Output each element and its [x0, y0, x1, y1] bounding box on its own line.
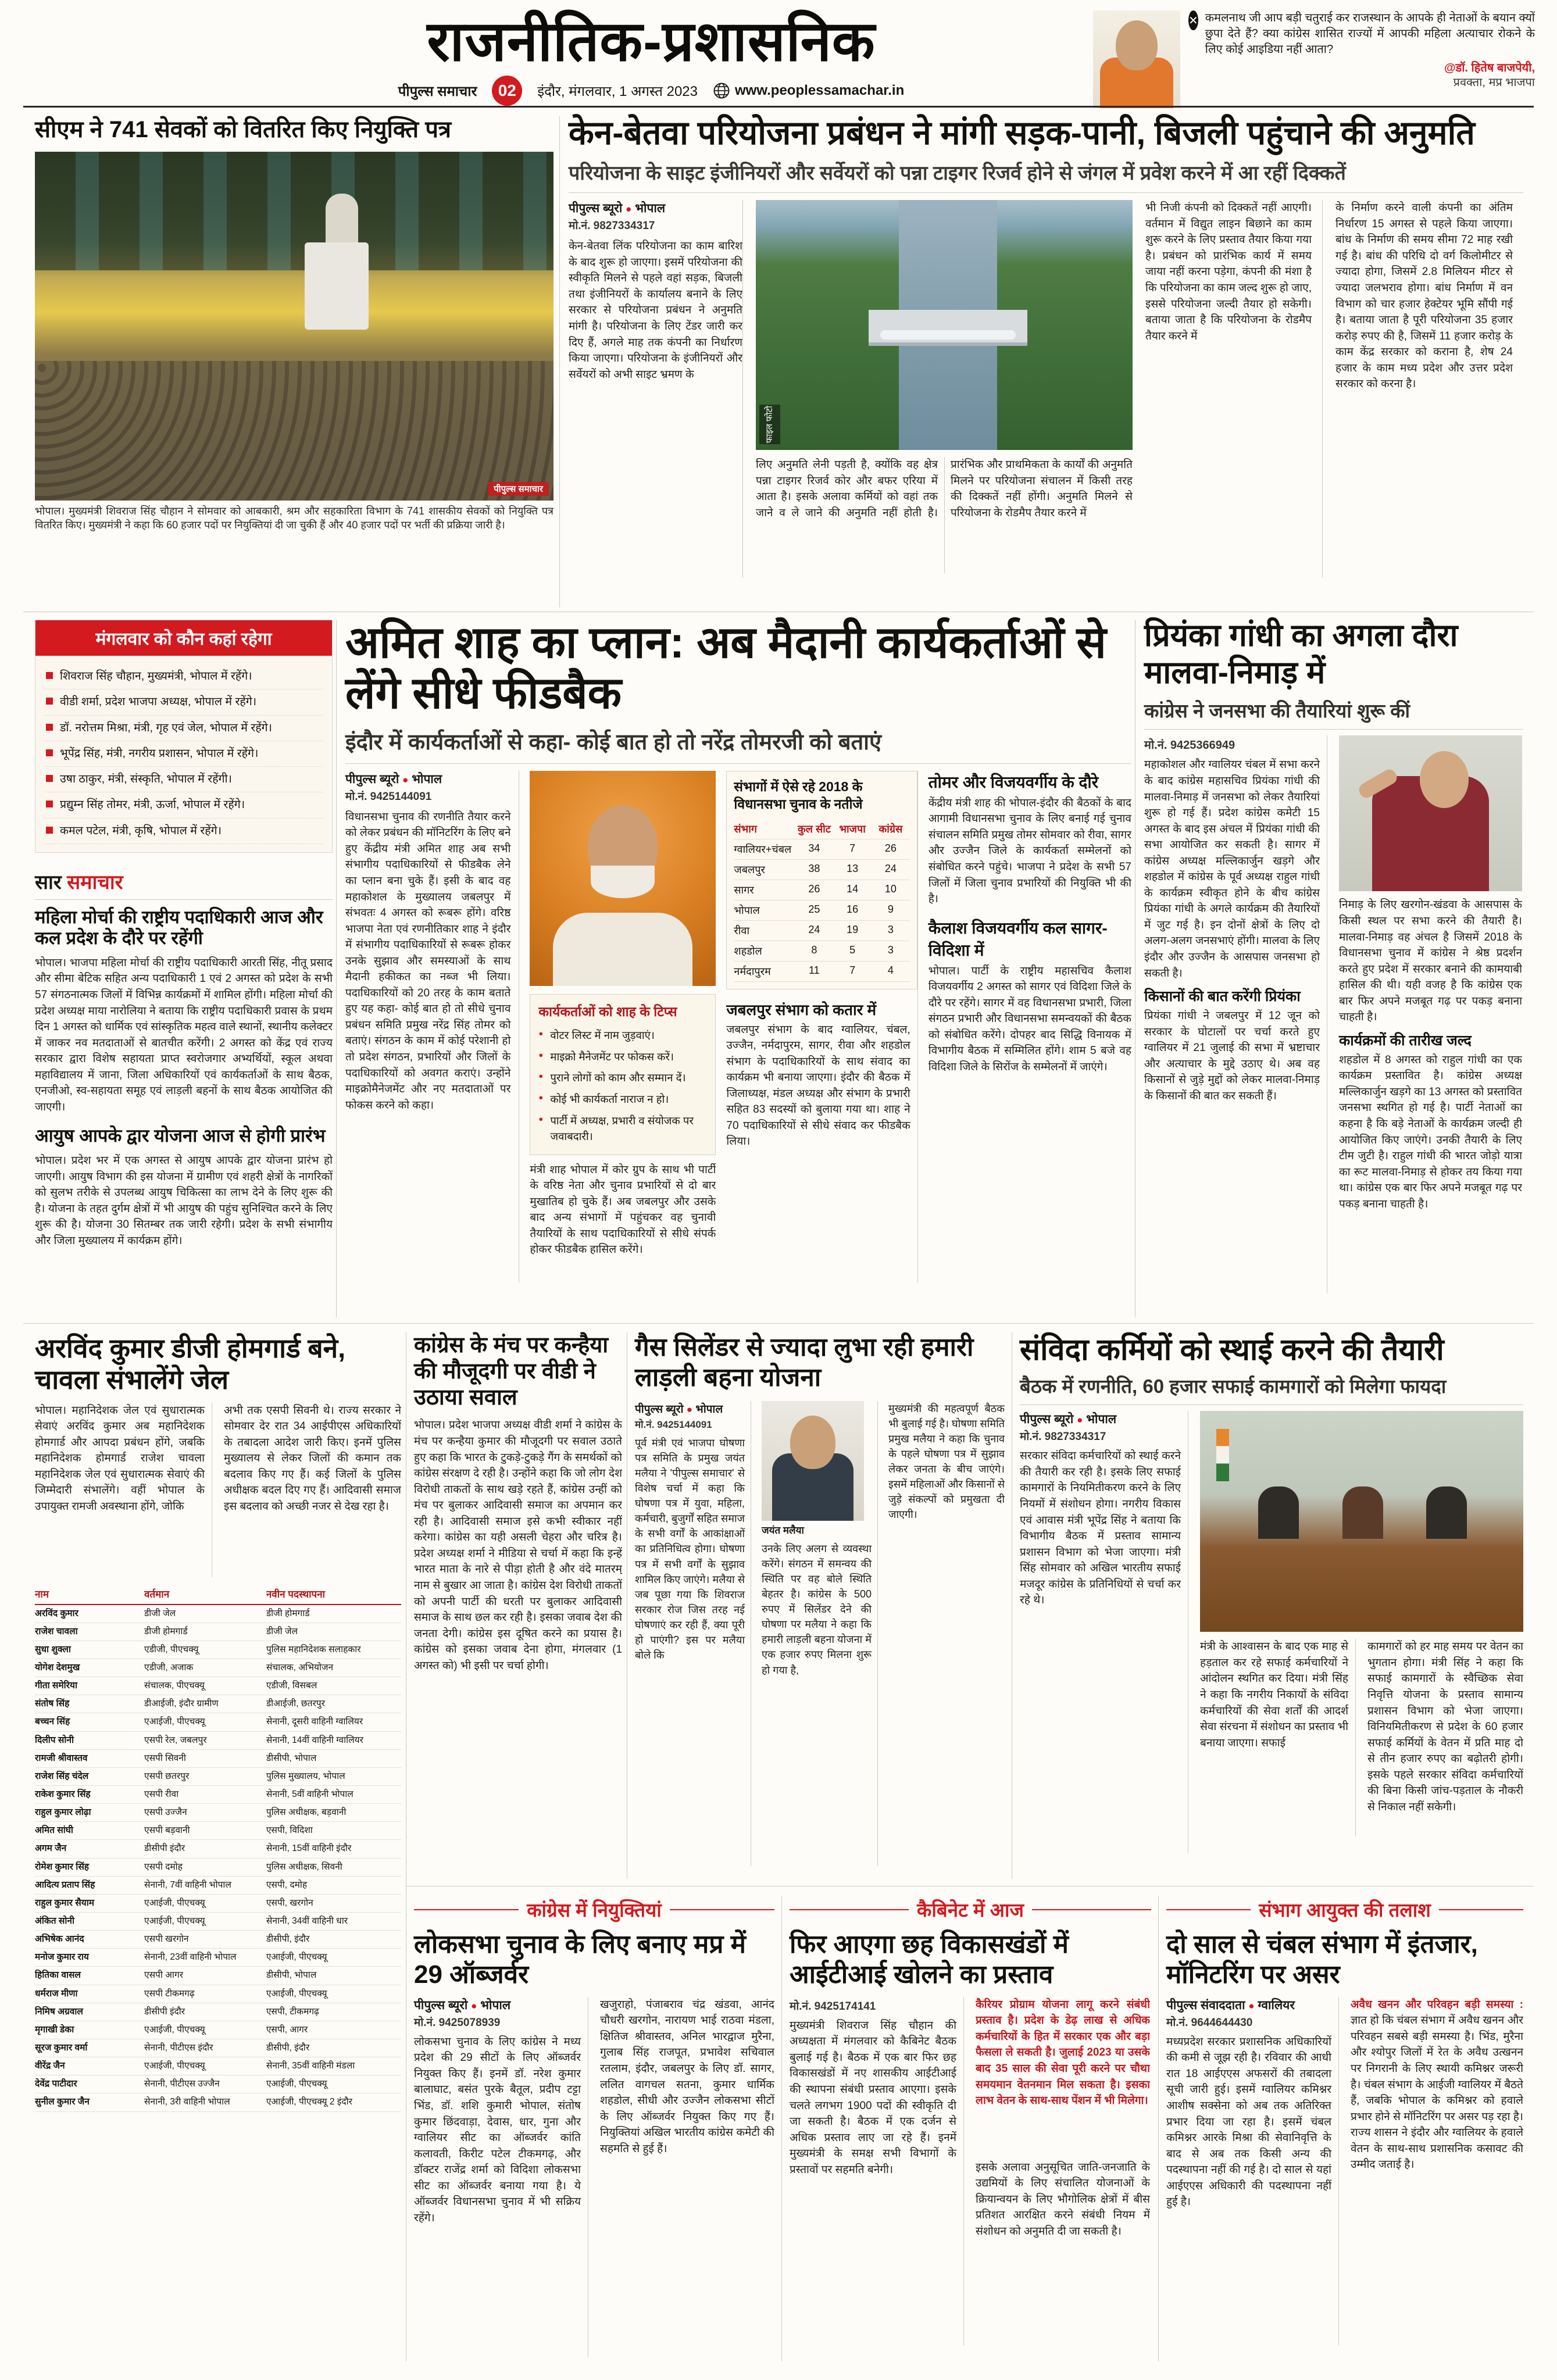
chambal-col1: मध्यप्रदेश सरकार प्रशासनिक अधिकारियों की कमी से जूझ रही है। रविवार की आधी रात 18 आईएएस अफसरों की तबादला सूची जारी हुई। इसमें ग्वालियर कमिश्नर आशीष सक्सेना को अब तक अतिरिक्त प्रभार दिया जा रहा है। इसमें चंबल कमिश्नर आरके मिश्रा की सेवानिवृत्ति के बाद से अब तक किसी अन्य की पदस्थापना नहीं की गई है। दो साल से यहां आईएएस अधिकारी की पदस्थापना नहीं हुई है। [1166, 2035, 1331, 2209]
dam-photo-caption: फाइल फोटो [759, 405, 780, 444]
table-row: धर्मराज मीणा एसपी टीकमगढ़ एआईजी, पीएचक्यू [35, 1985, 401, 2003]
priyanka-headline: प्रियंका गांधी का अगला दौरा मालवा-निमाड़ में [1144, 618, 1458, 690]
ken-byline: पीपुल्स ब्यूरो ● भोपाल [569, 202, 666, 216]
table-row: रामजी श्रीवास्तव एसपी सिवनी डीसीपी, भोपाल [35, 1750, 401, 1768]
cm-photo-caption: भोपाल। मुख्यमंत्री शिवराज सिंह चौहान ने सोमवार को आबकारी, श्रम और सहकारिता विभाग के 741 शासकीय सेवकों को नियुक्ति पत्र वितरित किए। मुख्यमंत्री ने कहा कि 60 हजार पदों पर नियुक्तियां दी जा चुकी हैं और 40 हजार पदों पर भर्ती की प्रक्रिया जारी है। [35, 505, 553, 531]
photo-shape [1342, 1486, 1383, 1539]
malaiya-caption: जयंत मलैया [762, 1524, 804, 1536]
table-row: रीवा 24 19 3 [734, 921, 909, 941]
kailash-body: भोपाल। पार्टी के राष्ट्रीय महासचिव कैलाश विजयवर्गीय 2 अगस्त को सागर एवं विदिशा जिले के दौरे पर रहेंगे। सागर में वह विधानसभा प्रभारी, जिला संगठन प्रभारी और विधानसभा समन्वयकों की बैठक को संबोधित करेंगे। दोपहर बाद सिद्धि विनायक में विभागीय बैठक में सम्मिलित होंगे। शाम 5 बजे वह विदिशा जिले के सिरोंज के सम्मेलनों में जाएंगे। [928, 964, 1131, 1073]
quote-author-role: प्रवक्ता, मप्र भाजपा [1453, 76, 1535, 89]
table-row: राहुल कुमार सैयाम एआईजी, पीएचक्यू एसपी, खरगोन [35, 1895, 401, 1913]
photo-shape [1216, 1429, 1229, 1481]
samvida-phone: मो.नं. 9827334317 [1020, 1431, 1106, 1443]
schedule-item: प्रद्युम्न सिंह तोमर, मंत्री, ऊर्जा, भोपाल में रहेंगे। [45, 792, 323, 818]
table-row: शहडोल 8 5 3 [734, 941, 909, 962]
chambal-headline: दो साल से चंबल संभाग में इंतजार, मॉनिटरिंग पर असर [1166, 1930, 1478, 1989]
col-header: संभाग [734, 823, 758, 835]
table-row: देवेंद्र पाटीदार सेनानी, पीटीएस उज्जैन एआईजी, पीएचक्यू [35, 2075, 401, 2093]
schedule-item: उषा ठाकुर, मंत्री, संस्कृति, भोपाल में रहेंगी। [45, 767, 323, 792]
officials-rows [35, 1605, 401, 2112]
divider [23, 1323, 1534, 1324]
priyanka-body2: निमाड़ के लिए खरगोन-खंडवा के आसपास के किसी स्थल पर सभा करने की तैयारी है। मालवा-निमाड़ वह अंचल है जिसमें 2018 के विधानसभा चुनाव में कांग्रेस ने श्रेष्ठ प्रदर्शन करते हुए प्रदेश में सरकार बनाने की कामयाबी हासिल की थी। यही वजह है कि कांग्रेस एक बार फिर अपने मजबूत गढ़ पर पकड़ बनाना चाहती है। [1339, 899, 1522, 1024]
results-rows [734, 839, 909, 982]
photo-watermark: पीपुल्स समाचार [488, 482, 549, 496]
header-divider [23, 106, 1534, 108]
dam-photo [756, 200, 1133, 450]
tomar-body: केंद्रीय मंत्री शाह की भोपाल-इंदौर की बैठकों के बाद आगामी विधानसभा चुनाव के लिए बनाई गई चुनाव संचालन समिति प्रमुख तोमर सोमवार को रीवा, सागर और उज्जैन जिले के कार्यकर्ता सम्मेलनों को संबोधित करने पहुंचे। भाजपा ने प्रदेश के सभी 57 जिलों में जिला चुनाव प्रभारियों की नियुक्ति भी की है। [928, 796, 1131, 906]
kisan-subhead: किसानों की बात करेंगी प्रियंका [1144, 988, 1301, 1005]
paper-name: पीपुल्स समाचार [398, 83, 477, 99]
photo-shape [35, 361, 553, 501]
table-row: आदित्य प्रताप सिंह सेनानी, 7वीं वाहिनी भोपाल एसपी, दमोह [35, 1877, 401, 1895]
ladli-phone: मो.नं. 9425144091 [635, 1418, 712, 1430]
cabinet-kicker: कैबिनेट में आज [790, 1896, 1151, 1922]
col-header: भाजपा [839, 823, 866, 835]
table-row: राकेश कुमार सिंह एसपी रीवा सेनानी, 5वीं वाहिनी भोपाल [35, 1786, 401, 1804]
table-row: सूरज कुमार वर्मा सेनानी, पीटीएस इंदौर डीसीपी, इंदौर [35, 2039, 401, 2057]
officials-table [35, 1585, 401, 2112]
ladli-byline: पीपुल्स ब्यूरो ● भोपाल [635, 1403, 723, 1416]
divider [336, 620, 337, 1317]
photo-shape [1426, 1486, 1467, 1539]
schedule-item: कमल पटेल, मंत्री, कृषि, भोपाल में रहेंगे। [45, 819, 323, 844]
photo-shape [35, 152, 553, 270]
results-box [726, 771, 917, 989]
ken-subhead: परियोजना के साइट इंजीनियरों और सर्वेयरों को पन्ना टाइगर रिजर्व होने से जंगल में प्रवेश करने में आ रहीं दिक्कतें [569, 162, 1346, 185]
ladli-col3: मुख्यमंत्री की महत्वपूर्ण बैठक भी बुलाई गई है। घोषणा समिति प्रमुख मलैया ने कहा कि चुनाव के पहले घोषणा पत्र में सुझाव लेकर जनता के बीच जाएंगे। इसमें महिलाओं और किसानों से जुड़े संकल्पों को प्रमुखता दी जाएगी। [888, 1402, 1005, 1521]
chambal-col2-text: ज्ञात हो कि चंबल संभाग में अवैध खनन और परिवहन सबसे बड़ी समस्या है। भिंड, मुरैना और श्योपुर जिलों में रेत के अवैध उत्खनन पर निगरानी के लिए स्थायी कमिश्नर जरूरी है। चंबल संभाग के आईजी ग्वालियर में बैठते हैं, जबकि भोपाल के कमिश्नर को हवाले प्रभार होने से मॉनिटरिंग पर असर पड़ रहा है। राज्य शासन ने इंदौर और ग्वालियर के हवाले वेतन के साथ-साथ प्रशासनिक कसावट की उम्मीद जताई है। [1351, 2014, 1523, 2171]
shah-tips-box [530, 994, 716, 1155]
dateline: इंदौर, मंगलवार, 1 अगस्त 2023 [537, 83, 698, 99]
ken-col5: के निर्माण करने वाली कंपनी का अंतिम निर्धारण 15 अगस्त से पहले किया जाएगा। बांध के निर्माण की समय सीमा 72 माह रखी गई है। बांध की परिधि दो वर्ग किलोमीटर से ज्यादा होगा, जिसमें 2.8 मिलियन मीटर से ज्यादा जलभराव होगा। बांध निर्माण में वन विभाग को चार हजार हेक्टेयर भूमि सौंपी गई है। बताया जाता है पूरी परियोजना 35 हजार करोड़ रुपए की है, जिसमें 11 हजार करोड़ के काम केंद्र सरकार को कराना है, शेष 24 हजार के काम मध्य प्रदेश और उत्तर प्रदेश सरकार को करना है। [1335, 202, 1513, 391]
schedule-title: मंगलवार को कौन कहां रहेगा [35, 620, 332, 656]
divider [569, 192, 1523, 193]
table-row: संतोष सिंह डीआईजी, इंदौर ग्रामीण डीआईजी, छतरपुर [35, 1695, 401, 1713]
table-row: योगेश देशमुख एडीजी, अजाक संचालक, अभियोजन [35, 1659, 401, 1677]
divider [1144, 729, 1523, 730]
photo-shape [790, 1416, 835, 1469]
section-title: राजनीतिक-प्रशासनिक [427, 10, 876, 73]
chambal-phone: मो.नं. 9644644430 [1166, 2016, 1253, 2029]
ladli-col2: उनके लिए अलग से व्यवस्था करेंगे। संगठन में समन्वय की स्थिति पर वह बोले स्थिति बेहतर है। कांग्रेस के 500 रुपए में सिलेंडर देने की घोषणा पर मलैया ने कहा कि हमारी लाड़ली बहना योजना में एक हजार रुपए मिलना शुरू हो गया है, [762, 1542, 872, 1676]
divider [1158, 1896, 1159, 2361]
divider [781, 1896, 782, 2361]
ken-betwa-story [569, 114, 1523, 607]
observers-story [414, 1896, 774, 2361]
table-row: अभिषेक आनंद एसपी खरगोन डीसीपी, इंदौर [35, 1931, 401, 1949]
table-row: अमित सांघी एसपी बड़वानी एसपी, विदिशा [35, 1822, 401, 1840]
ken-col-mid: लिए अनुमति लेनी पड़ती है, क्योंकि वह क्षेत्र पन्ना टाइगर रिजर्व कोर और बफर एरिया में आता है। इसके अलावा कर्मियों को वहां तक जाने व ले जाने की अनुमति नहीं होती है। प्रारंभिक और प्राथमिकता के कार्यों की अनुमति मिलने पर परियोजना संचालन में किसी तरह की दिक्कतें नहीं होंगी। अनुमति मिलने से परियोजना के रोडमैप तैयार करने में [756, 459, 1133, 519]
officials-header-row: नाम वर्तमान नवीन पदस्थापना [35, 1585, 401, 1605]
table-row: भोपाल 25 16 9 [734, 900, 909, 921]
samvida-story [1020, 1332, 1523, 1879]
schedule-box [35, 620, 333, 853]
tarikh-subhead: कार्यक्रमों की तारीख जल्द [1339, 1032, 1472, 1049]
priyanka-body1: महाकोशल और ग्वालियर चंबल में सभा करने के बाद कांग्रेस महासचिव प्रियंका गांधी की मालवा-निमाड़ में जनसभा को लेकर तैयारियां शुरू हो गई हैं। प्रदेश कांग्रेस कमेटी 15 अगस्त के बाद इस अंचल में प्रियंका गांधी की सभा आयोजित कर सकती है। सागर में कांग्रेस अध्यक्ष मल्लिकार्जुन खड़गे और शहडोल में कांग्रेस के पूर्व अध्यक्ष राहुल गांधी के कार्यक्रम स्वीकृत होने के बीच कांग्रेस प्रियंका गांधी के अगले कार्यक्रम की तैयारियों में जुट गई है। इन दोनों क्षेत्रों के लिए दो अलग-अलग जनसभाएं होंगी। मालवा के लिए इंदौर और उज्जैन के आसपास जनसभा हो सकती है। [1144, 759, 1320, 980]
photo-shape [591, 866, 655, 898]
photo-shape [880, 330, 1016, 340]
table-row: निमिष अग्रवाल डीसीपी इंदौर एसपी, टीकमगढ़ [35, 2003, 401, 2021]
col-header: कुल सीट [797, 823, 831, 835]
homeguard-body1: भोपाल। महानिदेशक जेल एवं सुधारात्मक सेवाएं अरविंद कुमार अब महानिदेशक होमगार्ड और आपदा प्रबंधन होंगे, जबकि महानिदेशक होमगार्ड राजेश चावला महानिदेशक जेल एवं सुधारात्मक सेवाएं की जिम्मेदारी संभालेंगे। वहीं भोपाल के उपायुक्त रामजी अवस्थाना होंगे, जोकि [35, 1403, 212, 1577]
saar-story1-body: भोपाल। भाजपा महिला मोर्चा की राष्ट्रीय पदाधिकारी आरती सिंह, नीतू प्रसाद और सीमा बेटिक सहित अन्य पदाधिकारी 1 एवं 2 अगस्त को प्रदेश के सभी 57 संगठनात्मक जिलों में विभिन्न कार्यक्रमों में शामिल होंगी। महिला मोर्चा की प्रदेश अध्यक्ष माया नारोलिया ने बताया कि राष्ट्रीय पदाधिकारी प्रवास के प्रथम दिन 1 अगस्त को धार्मिक एवं सांस्कृतिक महत्व वाले स्थानों, स्थानीय कलेक्टर में जाकर नव मतदाताओं से बातचीत करेंगी। 2 अगस्त को केंद्र एवं राज्य सरकार द्वारा विशेष सहायता प्राप्त स्वरोजगार अभ्यर्थियों, स्कूल अथवा महाविद्यालय में जाना, जिला अधिकारियों एवं कार्यकर्ताओं के साथ बैठक, एनजीओ, स्व-सहायता समूह एवं लाड़ली बहनों के साथ बैठक आयोजित की जाएगी। [35, 956, 333, 1113]
jabalpur-body: जबलपुर संभाग के बाद ग्वालियर, चंबल, उज्जैन, नर्मदापुरम, सागर, रीवा और शहडोल संभाग के पदाधिकारियों के साथ संवाद का कार्यक्रम भी बनाया जाएगा। इंदौर की बैठक में जिलाध्यक्ष, मंडल अध्यक्ष और संभाग के प्रभारी सहित 83 सदस्यों को बुलाया गया था। शाह ने 70 पदाधिकारियों से सीधे संवाद कर फीडबैक लिया। [726, 1023, 910, 1148]
observers-col2: खजुराहो, पंजाबराव चंद्र खंडवा, आनंद चौधरी खरगोन, नारायण भाई राठवा मंडला, क्षितिज श्रीवास्तव, अनिल भारद्वाज मुरैना, गुलाब सिंह राजपूत, प्रभावेश सचिवाल रतलाम, इंदौर, जबलपुर के लिए डॉ. सागर, ललित वागचल सतना, कुमार धार्मिक शहडोल, सीधी और उज्जैन लोकसभा सीटों के लिए ऑब्जर्वर नियुक्त किए गए हैं। नियुक्तियां अखिल भारतीय कांग्रेस कमेटी की सहमति से हुई हैं। [600, 1998, 774, 2155]
tip-item: ● कोई भी कार्यकर्ता नाराज न हो। [538, 1089, 707, 1110]
results-header-row [734, 819, 909, 839]
website-url[interactable]: www.peoplessamachar.in [735, 83, 905, 98]
table-row: सुधा शुक्ला एडीजी, पीएचक्यू पुलिस महानिदेशक सलाहकार [35, 1641, 401, 1659]
shah-subhead: इंदौर में कार्यकर्ताओं से कहा- कोई बात हो तो नरेंद्र तोमरजी को बताएं [345, 730, 882, 755]
cm-headline: सीएम ने 741 सेवकों को वितरित किए नियुक्ति पत्र [35, 117, 452, 142]
table-row: अगम जैन डीसीपी इंदौर सेनानी, 15वीं वाहिनी इंदौर [35, 1840, 401, 1858]
tip-item: ● पार्टी में अध्यक्ष, प्रभारी व संयोजक पर जवाबदारी। [538, 1110, 707, 1148]
results-title: संभागों में ऐसे रहे 2018 के विधानसभा चुनाव के नतीजे [734, 778, 863, 812]
kisan-body: प्रियंका गांधी ने जबलपुर में 12 जून को सरकार के घोटालों पर चर्चा करते हुए ग्वालियर में 21 जुलाई की सभा में भ्रष्टाचार और अत्याचार के मुद्दे उठाए थे। अब वह किसानों से जुड़े मुद्दों को लेकर मालवा-निमाड़ के किसानों की बात कर सकती हैं। [1144, 1010, 1320, 1102]
samvida-byline: पीपुल्स ब्यूरो ● भोपाल [1020, 1413, 1117, 1427]
homeguard-headline: अरविंद कुमार डीजी होमगार्ड बने, चावला संभालेंगे जेल [35, 1333, 345, 1395]
quote-box [1093, 10, 1535, 108]
col-header: कांग्रेस [879, 823, 903, 835]
cm-story [35, 116, 553, 607]
cm-event-photo [35, 152, 553, 501]
ken-col1: केन-बेतवा लिंक परियोजना का काम बारिश के बाद शुरू हो जाएगा। इसमें परियोजना की स्वीकृति मिलने से पहले वहां सड़क, बिजली तथा इंजीनियरों के कार्यालय बनाने के लिए सरकार से परियोजना प्रबंधन ने अनुमति मांगी है। परियोजना के लिए टेंडर जारी कर दिए हैं, अगले माह तक कंपनी का निर्धारण किया जाएगा। परियोजना के इंजीनियरों और सर्वेयरों को अभी साइट भ्रमण के [569, 240, 742, 381]
priyanka-photo [1339, 735, 1522, 891]
samvida-subhead: बैठक में रणनीति, 60 हजार सफाई कामगारों को मिलेगा फायदा [1020, 1375, 1447, 1398]
jabalpur-subhead: जबलपुर संभाग को कतार में [726, 1000, 877, 1019]
table-row: हितिका वासल एसपी आगर डीसीपी, भोपाल [35, 1967, 401, 1985]
chambal-col2 [1351, 1997, 1523, 2346]
cabinet-story [790, 1896, 1151, 2361]
photo-shape [1116, 20, 1158, 70]
shah-tips-list [538, 1025, 707, 1148]
cabinet-highlight: कैरियर प्रोग्राम योजना लागू करने संबंधी प्रस्ताव है। प्रदेश के डेढ़ लाख से अधिक कर्मचारियों के हित में सरकार एक और बड़ा फैसला ले सकती है। जुलाई 2023 या उसके बाद 35 साल की सेवा पूरी करने पर चौथा समयमान वेतनमान मिल सकता है। इसका लाभ वेतन के साथ-साथ पेंशन में भी मिलेगा। [976, 1998, 1150, 2107]
samvida-col1: सरकार संविदा कर्मचारियों को स्थाई करने की तैयारी कर रही है। इसके लिए सफाई कामगारों के नियमितीकरण करने के लिए नियमों में संशोधन होगा। नगरीय विकास एवं आवास मंत्री भूपेंद्र सिंह ने बताया कि विभागीय बैठक में प्रस्ताव सामान्य प्रशासन विभाग को भेजा जाएगा। मंत्री सिंह सोमवार को अखिल भारतीय सफाई मजदूर कांग्रेस के प्रतिनिधियों से चर्चा कर रहे थे। [1020, 1450, 1181, 1607]
ladli-headline: गैस सिलेंडर से ज्यादा लुभा रही हमारी लाड़ली बहना योजना [635, 1333, 974, 1392]
info-bar [198, 76, 1105, 106]
table-row: बच्चन सिंह एआईजी, पीएचक्यू सेनानी, दूसरी वाहिनी ग्वालियर [35, 1713, 401, 1731]
ken-headline: केन-बेतवा परियोजना प्रबंधन ने मांगी सड़क-पानी, बिजली पहुंचाने की अनुमति [569, 115, 1475, 152]
table-row: मनोज कुमार राय सेनानी, 23वीं वाहिनी भोपाल एआईजी, पीएचक्यू [35, 1949, 401, 1967]
ladli-story [635, 1332, 1007, 1879]
observers-col1: लोकसभा चुनाव के लिए कांग्रेस ने मध्य प्रदेश की 29 सीटों के लिए ऑब्जर्वर नियुक्त किए हैं। इनमें डॉ. नरेश कुमार बालाघाट, बसंत पुरके बैतूल, प्रदीप टट्टा भिंड, डॉ. शशि कुमारी भोपाल, संतोष कुमार छिंदवाड़ा, देवास, धार, गुना और ग्वालियर सीट का ऑब्जर्वर कांति कलावती, किरीट पटेल टीकमगढ़, और डॉक्टर राजेंद्र शर्मा को विदिशा लोकसभा सीट का ऑब्जर्वर बनाया गया है। ये ऑब्जर्वर विधानसभा चुनाव में भी सक्रिय रहेंगे। [414, 2035, 581, 2224]
schedule-item: भूपेंद्र सिंह, मंत्री, नगरीय प्रशासन, भोपाल में रहेंगे। [45, 741, 323, 767]
cabinet-headline: फिर आएगा छह विकासखंडों में आईटीआई खोलने का प्रस्ताव [790, 1930, 1069, 1989]
kanhaiya-headline: कांग्रेस के मंच पर कन्हैया की मौजूदगी पर वीडी ने उठाया सवाल [414, 1333, 609, 1410]
divider [345, 763, 1131, 764]
saar-story1-headline: महिला मोर्चा की राष्ट्रीय पदाधिकारी आज और कल प्रदेश के दौरे पर रहेंगी [35, 906, 323, 949]
table-row: ग्वालियर+चंबल 34 7 26 [734, 839, 909, 860]
observers-headline: लोकसभा चुनाव के लिए बनाए मप्र में 29 ऑब्जर्वर [414, 1930, 746, 1989]
table-row: अंकित सोनी एआईजी, पीएचक्यू सेनानी, 34वीं वाहिनी धार [35, 1913, 401, 1931]
tip-item: ● माइक्रो मैनेजमेंट पर फोकस करें। [538, 1046, 707, 1068]
samvida-col3: कामगारों को हर माह समय पर वेतन का भुगतान होगा। मंत्री सिंह ने कहा कि सफाई कामगारों के स्वैच्छिक सेवा निवृत्ति योजना के प्रस्ताव सामान्य प्रशासन विभाग को भेजा जाएगा। विनियमितीकरण से प्रदेश के 60 हजार सफाई कर्मियों के वेतन में प्रति माह दो से तीन हजार रुपए का बढ़ोतरी होगी। इसके पहले सरकार संविदा कर्मचारियों की बिना किसी जांच-पड़ताल के नौकरी से निकाल नहीं सकेगी। [1367, 1641, 1523, 1813]
quote-text: कमलनाथ जी आप बड़ी चतुराई कर राजस्थान के आपके ही नेताओं के बयान क्यों छुपा देते हैं? क्या कांग्रेस शासित राज्यों में आपकी महिला अत्याचार रोकने के लिए कोई आइडिया नहीं आता? [1205, 12, 1535, 56]
observers-kicker: कांग्रेस में नियुक्तियां [414, 1896, 774, 1922]
shah-story [345, 617, 1131, 1317]
photo-shape [1420, 751, 1469, 808]
tip-item: ● पुराने लोगों को काम और सम्मान दें। [538, 1067, 707, 1089]
x-social-icon: ✕ [1188, 10, 1198, 30]
saar-story2-headline: आयुष आपके द्वार योजना आज से होगी प्रारंभ [35, 1125, 326, 1146]
table-row: मृगाखी डेका एआईजी, पीएचक्यू एसपी, आगर [35, 2021, 401, 2039]
schedule-item: शिवराज सिंह चौहान, मुख्यमंत्री, भोपाल में रहेंगे। [45, 664, 323, 689]
priyanka-phone: मो.नं. 9425366949 [1144, 739, 1235, 752]
table-row: जबलपुर 38 13 24 [734, 860, 909, 880]
kanhaiya-body: भोपाल। प्रदेश भाजपा अध्यक्ष वीडी शर्मा ने कांग्रेस के मंच पर कन्हैया कुमार की मौजूदगी पर सवाल उठाते हुए कहा कि भारत के टुकड़े-टुकड़े गैंग के समर्थकों को कांग्रेस संरक्षण दे रही है। उन्होंने कहा कि जो लोग देश विरोधी ताकतों के साथ खड़े रहते हैं, कांग्रेस उन्हीं को मंच पर बुलाकर आदिवासी समाज का अपमान कर रही है। आदिवासी समाज इसे कभी स्वीकार नहीं करेगा। कांग्रेस का यही असली चेहरा और चरित्र है। प्रदेश अध्यक्ष शर्मा ने मीडिया से चर्चा में कहा कि इन्हें भारत माता के नारे से पीड़ा होती है और वंदे मातरम् नाम से बुखार आ जाता है। कांग्रेस देश विरोधी ताकतों को अपनी पार्टी की धरती पर बुलाकर आदिवासी समाज के साथ छल कर रही है। इसका जवाब देश की जनता देगी। कांग्रेस इस दूषित करने का प्रयास है। कांग्रेस को इसका जवाब देना होगा, मंगलवार (1 अगस्त को) भी इसी पर चर्चा होगी। [414, 1419, 622, 1672]
shah-byline: पीपुल्स ब्यूरो ● भोपाल [345, 772, 442, 786]
divider [559, 116, 560, 607]
schedule-item: वीडी शर्मा, प्रदेश भाजपा अध्यक्ष, भोपाल में रहेंगे। [45, 689, 323, 715]
schedule-list [35, 656, 332, 852]
cabinet-col2: इसके अलावा अनुसूचित जाति-जनजाति के उद्यमियों के लिए संचालित योजनाओं के क्रियान्वयन के लिए भौगोलिक क्षेत्रों में बीस प्रतिशत आरक्षित करने संबंधी नियम में संशोधन को अनुमति दी जा सकती है। [976, 2161, 1150, 2238]
homeguard-story [35, 1332, 401, 2361]
shah-col1: विधानसभा चुनाव की रणनीति तैयार करने को लेकर प्रबंधन की मॉनिटरिंग के लिए बने हुए केंद्रीय मंत्री अमित शाह अब सभी संभागीय पदाधिकारियों से फीडबैक लेने का प्लान बना चुके हैं। इसी के बाद वह महाकोशल के मुख्यालय जबलपुर में संभवतः 4 अगस्त को रूबरू होंगे। वरिष्ठ भाजपा नेता एवं रणनीतिकार शाह ने इंदौर में संभागीय पदाधिकारियों से रूबरू होकर उनके सुझाव और समस्याओं के साथ मैदानी हकीकत का नब्ज भी लिया। पदाधिकारियों को 20 तरह के काम बताते हुए यह कहा- कोई बात हो तो सीधे चुनाव प्रबंधन समिति प्रमुख नरेंद्र सिंह तोमर को बताएं। संगठन के काम में कोई परेशानी हो तो प्रदेश संगठन, प्रभारियों और जिलों के पदाधिकारियों को अवगत कराएं। उन्होंने माइक्रोमैनेजमेंट और नए मतदाताओं पर फोकस करने को कहा। [345, 810, 511, 1112]
schedule-item: डॉ. नरोत्तम मिश्रा, मंत्री, गृह एवं जेल, भोपाल में रहेंगे। [45, 716, 323, 741]
homeguard-body2: अभी तक एसपी सिवनी थे। राज्य सरकार ने सोमवार देर रात 34 आईपीएस अधिकारियों के तबादला आदेश जारी किए। इनमें पुलिस मुख्यालय से लेकर जिलों की कमान तक बदलाव किए गए हैं। कई जिलों के पुलिस अधीक्षक बदल दिए गए हैं। आदिवासी समाज इस बदलाव को अच्छी नजर से देख रहा है। [224, 1404, 401, 1513]
quote-author-photo [1093, 10, 1180, 108]
results-table [734, 819, 909, 982]
table-row: वीरेंद्र जैन एआईजी, पीएचक्यू सेनानी, 35वीं वाहिनी मंडला [35, 2057, 401, 2075]
globe-icon [713, 82, 730, 99]
photo-shape [305, 242, 369, 330]
samvida-col2: मंत्री के आश्वासन के बाद एक माह से हड़ताल कर रहे सफाई कर्मचारियों ने आंदोलन स्थगित कर दिया। मंत्री सिंह ने कहा कि नगरीय निकायों के संविदा कर्मचारियों की सेवा शर्तों की आदर्श सेवा संरचना में संशोधन का प्रस्ताव भी बनाया जाएगा। सफाई [1200, 1639, 1356, 1836]
cabinet-col1: मुख्यमंत्री शिवराज सिंह चौहान की अध्यक्षता में मंगलवार को कैबिनेट बैठक बुलाई गई है। बैठक में एक बार फिर छह विकासखंडों में नए शासकीय आईटीआई की स्थापना संबंधी प्रस्ताव आएगा। इसके चलते लगभग 1900 पदों की स्वीकृति दी जा सकती है। बैठक में एक दर्जन से अधिक प्रस्ताव लाए जा रहे हैं। इनमें मुख्यमंत्री के समक्ष सभी विभागों के प्रस्तावों पर सहमति बनेगी। [790, 2019, 956, 2176]
amit-shah-photo [530, 771, 716, 986]
shah-phone: मो.नं. 9425144091 [345, 790, 432, 803]
priyanka-story [1144, 617, 1523, 1317]
table-row: रोमेश कुमार सिंह एसपी दमोह पुलिस अधीक्षक, सिवनी [35, 1859, 401, 1877]
meeting-photo [1200, 1411, 1523, 1632]
tarikh-body: शहडोल में 8 अगस्त को राहुल गांधी का एक कार्यक्रम प्रस्तावित है। कांग्रेस अध्यक्ष मल्लिकार्जुन खड़गे का 13 अगस्त को प्रस्तावित जनसभा स्थगित हो गई है। पार्टी नेताओं का कहना है कि बड़े नेताओं के कार्यक्रम जल्दी ही आयोजित किए जाएंगे। उनकी तैयारी के लिए टीम जुटी है। राहुल गांधी की भारत जोड़ो यात्रा का रूट मालवा-निमाड़ से होकर तय किया गया था। कांग्रेस एक बार फिर अपने मजबूत गढ़ पर पकड़ बनाना चाहती है। [1339, 1053, 1522, 1210]
samvida-headline: संविदा कर्मियों को स्थाई करने की तैयारी [1020, 1333, 1444, 1367]
table-row: राजेश चावला डीजी होमगार्ड डीजी जेल [35, 1623, 401, 1641]
ken-col4: भी निजी कंपनी को दिक्कतें नहीं आएगी। वर्तमान में विद्युत लाइन बिछाने का काम शुरू करने के लिए प्रस्ताव तैयार किया गया है। प्रबंधन को प्रारंभिक कार्य में समय जाया नहीं करना पड़ेगा, कंपनी की मंशा है कि परियोजना का काम जल्द शुरू हो जाए, इससे परियोजना जल्दी तैयार हो सकेगी। बताया जाता है कि परियोजना के रोडमैप तैयार करने में [1145, 202, 1312, 342]
photo-shape [553, 913, 692, 986]
chambal-col2-lead: अवैध खनन और परिवहन बड़ी समस्या : [1351, 1998, 1523, 2011]
table-row: गीता समेरिया संचालक, पीएचक्यू एडीजी, विसबल [35, 1677, 401, 1695]
ken-phone: मो.नं. 9827334317 [569, 220, 655, 233]
chambal-story [1166, 1896, 1523, 2361]
tomar-headline: तोमर और विजयवर्गीय के दौरे [928, 773, 1099, 791]
observers-phone: मो.नं. 9425078939 [414, 2016, 501, 2029]
jayant-malaiya-photo [762, 1401, 864, 1521]
page-number-badge: 02 [492, 76, 522, 106]
divider [35, 899, 333, 900]
priyanka-subhead: कांग्रेस ने जनसभा की तैयारियां शुरू कीं [1144, 700, 1410, 722]
kailash-headline: कैलाश विजयवर्गीय कल सागर-विदिशा में [928, 919, 1108, 959]
quote-author-handle[interactable]: @डॉ. हितेष बाजपेयी, [1444, 62, 1535, 74]
table-row: राहुल कुमार लोढ़ा एसपी उज्जैन पुलिस अधीक्षक, बड़वानी [35, 1804, 401, 1822]
table-row: दिलीप सोनी एसपी रेल, जबलपुर सेनानी, 14वीं वाहिनी ग्वालियर [35, 1732, 401, 1750]
saar-story2-body: भोपाल। प्रदेश भर में एक अगस्त से आयुष आपके द्वार योजना प्रारंभ हो जाएगी। आयुष विभाग की इस योजना में ग्रामीण एवं शहरी क्षेत्रों के नागरिकों को सुलभ तरीके से उपलब्ध आयुष चिकित्सा का लाभ देने के लिए शुरू की है। योजना के तहत दुर्गम क्षेत्रों में भी आयुष की पहुंच सुनिश्चित करने के लिए शुरू की है। योजना 30 सितम्बर तक जारी रहेगी। प्रदेश के सभी संभागीय और जिला मुख्यालय में कार्यक्रम होंगे। [35, 1154, 333, 1247]
cabinet-phone: मो.नं. 9425174141 [790, 2000, 876, 2013]
chambal-kicker: संभाग आयुक्त की तलाश [1166, 1896, 1523, 1922]
kanhaiya-story [414, 1332, 622, 1879]
table-row: सागर 26 14 10 [734, 880, 909, 900]
tip-item: ● वोटर लिस्ट में नाम जुड़वाएं। [538, 1025, 707, 1046]
table-row: सुनील कुमार जैन सेनानी, 3री वाहिनी भोपाल एआईजी, पीएचक्यू 2 इंदौर [35, 2093, 401, 2111]
left-column [35, 620, 333, 1317]
table-row: अरविंद कुमार डीजी जेल डीजी होमगार्ड [35, 1605, 401, 1623]
photo-shape [1258, 1486, 1299, 1539]
shah-headline: अमित शाह का प्लान: अब मैदानी कार्यकर्ताओं से लेंगे सीधे फीडबैक [345, 618, 1106, 719]
table-row: नर्मदापुरम 11 7 4 [734, 962, 909, 982]
shah-colB-text: मंत्री शाह भोपाल में कोर ग्रुप के साथ भी पार्टी के वरिष्ठ नेता और चुनाव प्रभारियों से दो बार मुखातिब हो चुके हैं। अब जबलपुर और उसके बाद अन्य संभागों में पहुंचकर वह चुनावी तैयारियों के साथ पदाधिकारियों से सीधे संपर्क होकर फीडबैक हासिल करेंगे। [530, 1163, 716, 1256]
observers-byline: पीपुल्स ब्यूरो ● भोपाल [414, 1998, 511, 2012]
saar-header: सार समाचार [35, 871, 123, 894]
table-row: राजेश सिंह चंदेल एसपी छतरपुर पुलिस मुख्यालय, भोपाल [35, 1768, 401, 1786]
shah-tips-title: कार्यकर्ताओं को शाह के टिप्स [538, 1003, 677, 1019]
masthead-block [198, 10, 1105, 106]
chambal-byline: पीपुल्स संवाददाता ● ग्वालियर [1166, 1998, 1295, 2012]
ladli-col1: पूर्व मंत्री एवं भाजपा घोषणा पत्र समिति के प्रमुख जयंत मलैया ने 'पीपुल्स समाचार' से विशेष चर्चा में कहा कि घोषणा पत्र में युवा, महिला, कर्मचारी, बुजुर्गों सहित समाज के सभी वर्गों के आकांक्षाओं का प्रतिनिधित्व होगा। घोषणा पत्र में सभी वर्गों के सुझाव शामिल किए जाएंगे। मलैया से जब पूछा गया कि शिवराज सरकार रोज जिस तरह नई घोषणाएं कर रही हैं, क्या पूरी हो पाएंगी? इस पर मलैया बोले कि [635, 1436, 745, 1661]
